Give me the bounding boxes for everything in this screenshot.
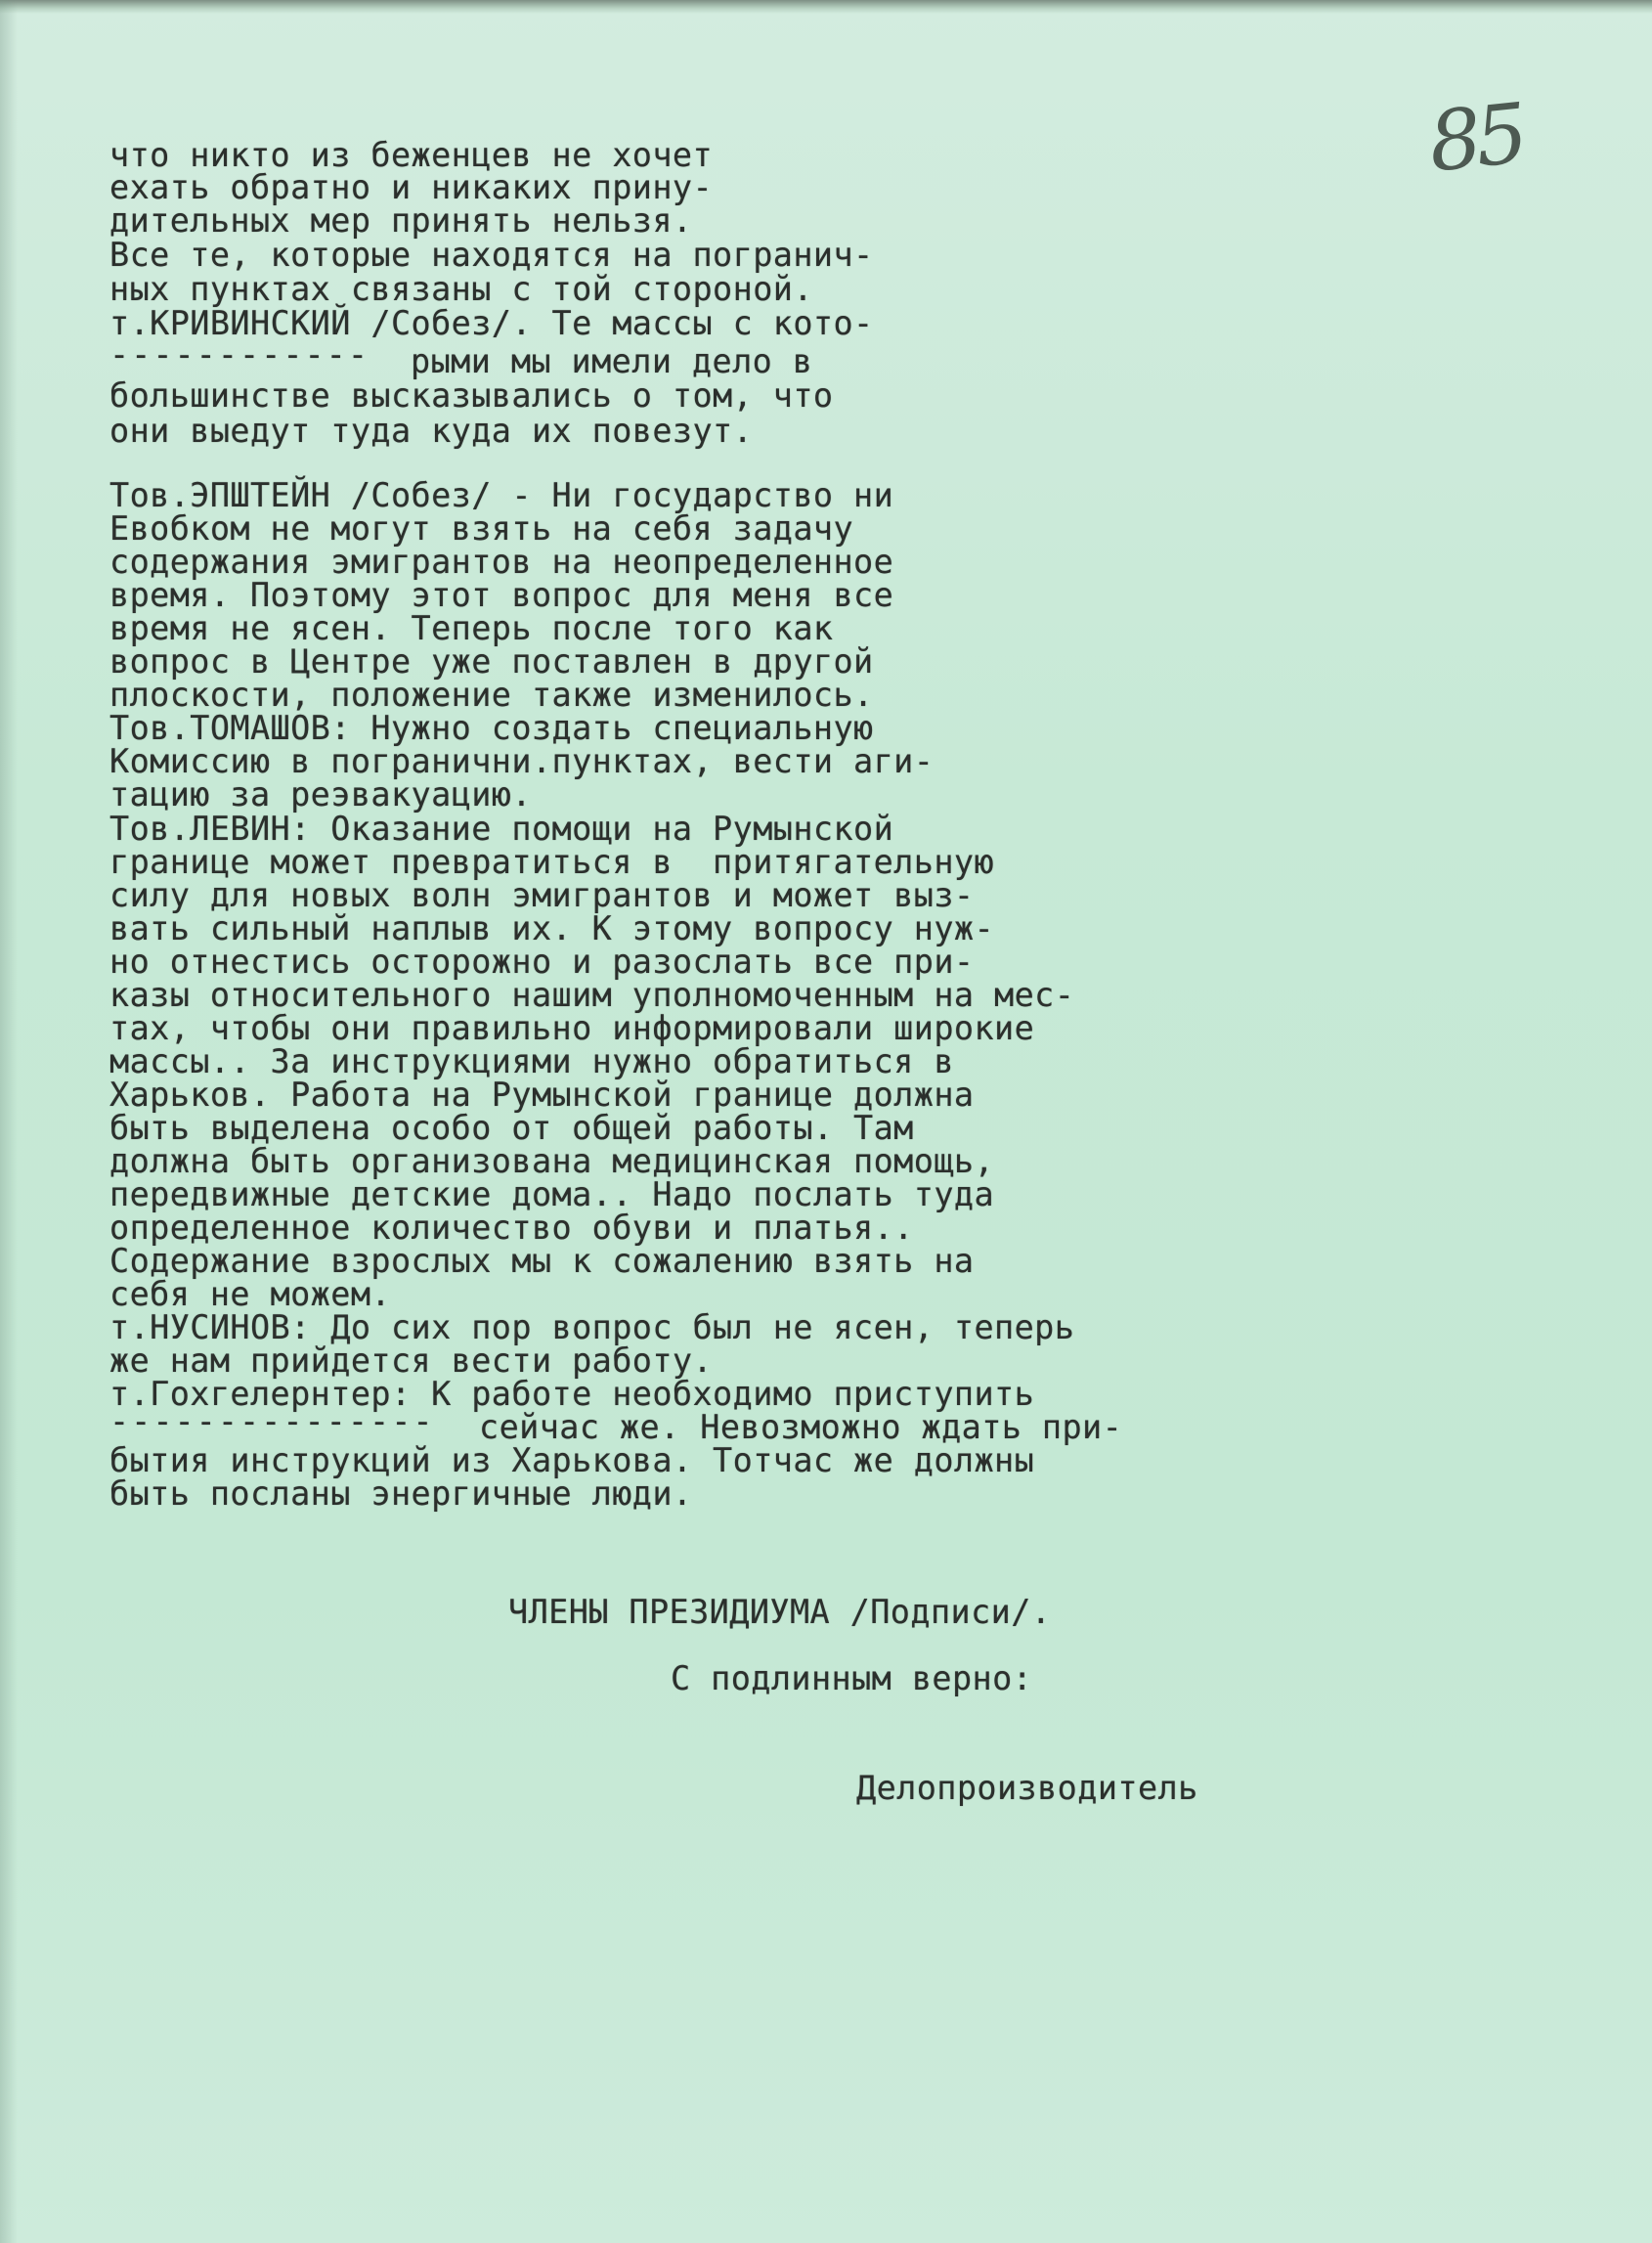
text-line: тацию за реэвакуацию.	[109, 775, 532, 814]
separator-dashes: ------------	[109, 335, 370, 374]
text-line: массы.. За инструкциями нужно обратиться в	[109, 1042, 954, 1080]
page-top-edge	[0, 0, 1652, 14]
text-line: время. Поэтому этот вопрос для меня все	[109, 576, 894, 614]
text-line: себя не можем.	[109, 1275, 391, 1313]
text-line: но отнестись осторожно и разослать все при-	[109, 943, 975, 981]
text-line: бытия инструкций из Харькова. Тотчас же должны	[109, 1441, 1035, 1479]
text-line: Тов.ТОМАШОВ: Нужно создать специальную	[109, 709, 874, 747]
text-line: же нам прийдется вести работу.	[109, 1341, 714, 1380]
text-line: они выедут туда куда их повезут.	[109, 412, 754, 450]
text-line: дительных мер принять нельзя.	[109, 201, 693, 240]
handwritten-page-number: 85	[1424, 85, 1527, 191]
text-line: плоскости, положение также изменилось.	[109, 676, 874, 714]
text-line: Тов.ЛЕВИН: Оказание помощи на Румынской	[109, 810, 894, 848]
certified-copy-line: С подлинным верно:	[671, 1659, 1033, 1697]
text-line: Тов.ЭПШТЕЙН /Собез/ - Ни государство ни	[109, 476, 894, 514]
text-line: Харьков. Работа на Румынской границе должна	[109, 1076, 975, 1114]
text-line: время не ясен. Теперь после того как	[109, 609, 834, 647]
text-line: ехать обратно и никаких прину-	[109, 168, 714, 206]
text-line: границе может превратиться в притягательную	[109, 843, 995, 881]
text-line: Комиссию в погранични.пунктах, вести аги-	[109, 742, 935, 780]
text-line: казы относительного нашим уполномоченным на мес-	[109, 976, 1075, 1014]
text-line: Содержание взрослых мы к сожалению взять на	[109, 1242, 975, 1280]
text-line: быть посланы энергичные люди.	[109, 1474, 693, 1513]
text-line: т.КРИВИНСКИЙ /Собез/. Те массы с кото-	[109, 304, 874, 342]
text-line: Все те, которые находятся на погранич-	[109, 236, 874, 274]
text-line: должна быть организована медицинская помощь,	[109, 1142, 995, 1180]
presidium-members-line: ЧЛЕНЫ ПРЕЗИДИУМА /Подписи/.	[508, 1593, 1052, 1631]
text-line: вопрос в Центре уже поставлен в другой	[109, 642, 874, 681]
separator-dashes: ---------------	[109, 1402, 435, 1440]
text-line: что никто из беженцев не хочет	[109, 136, 714, 174]
text-line: Евобком не могут взять на себя задачу	[109, 509, 854, 548]
text-line: большинстве высказывались о том, что	[109, 376, 834, 415]
text-line: т.НУСИНОВ: До сих пор вопрос был не ясен, теперь	[109, 1308, 1075, 1346]
text-line: сейчас же. Невозможно ждать при-	[479, 1408, 1123, 1446]
text-line: быть выделена особо от общей работы. Там	[109, 1109, 914, 1147]
clerk-title: Делопроизводитель	[856, 1769, 1198, 1807]
text-line: тах, чтобы они правильно информировали широкие	[109, 1009, 1035, 1047]
text-line: рыми мы имели дело в	[411, 342, 813, 380]
text-line: силу для новых волн эмигрантов и может выз-	[109, 876, 975, 914]
text-line: т.Гохгелернтер: К работе необходимо приступить	[109, 1375, 1035, 1413]
text-line: ных пунктах связаны с той стороной.	[109, 270, 813, 308]
text-line: передвижные детские дома.. Надо послать туда	[109, 1175, 995, 1213]
text-line: вать сильный наплыв их. К этому вопросу нуж-	[109, 909, 995, 947]
text-line: определенное количество обуви и платья..	[109, 1209, 914, 1247]
text-line: содержания эмигрантов на неопределенное	[109, 543, 894, 581]
page-left-shadow	[0, 0, 18, 2243]
